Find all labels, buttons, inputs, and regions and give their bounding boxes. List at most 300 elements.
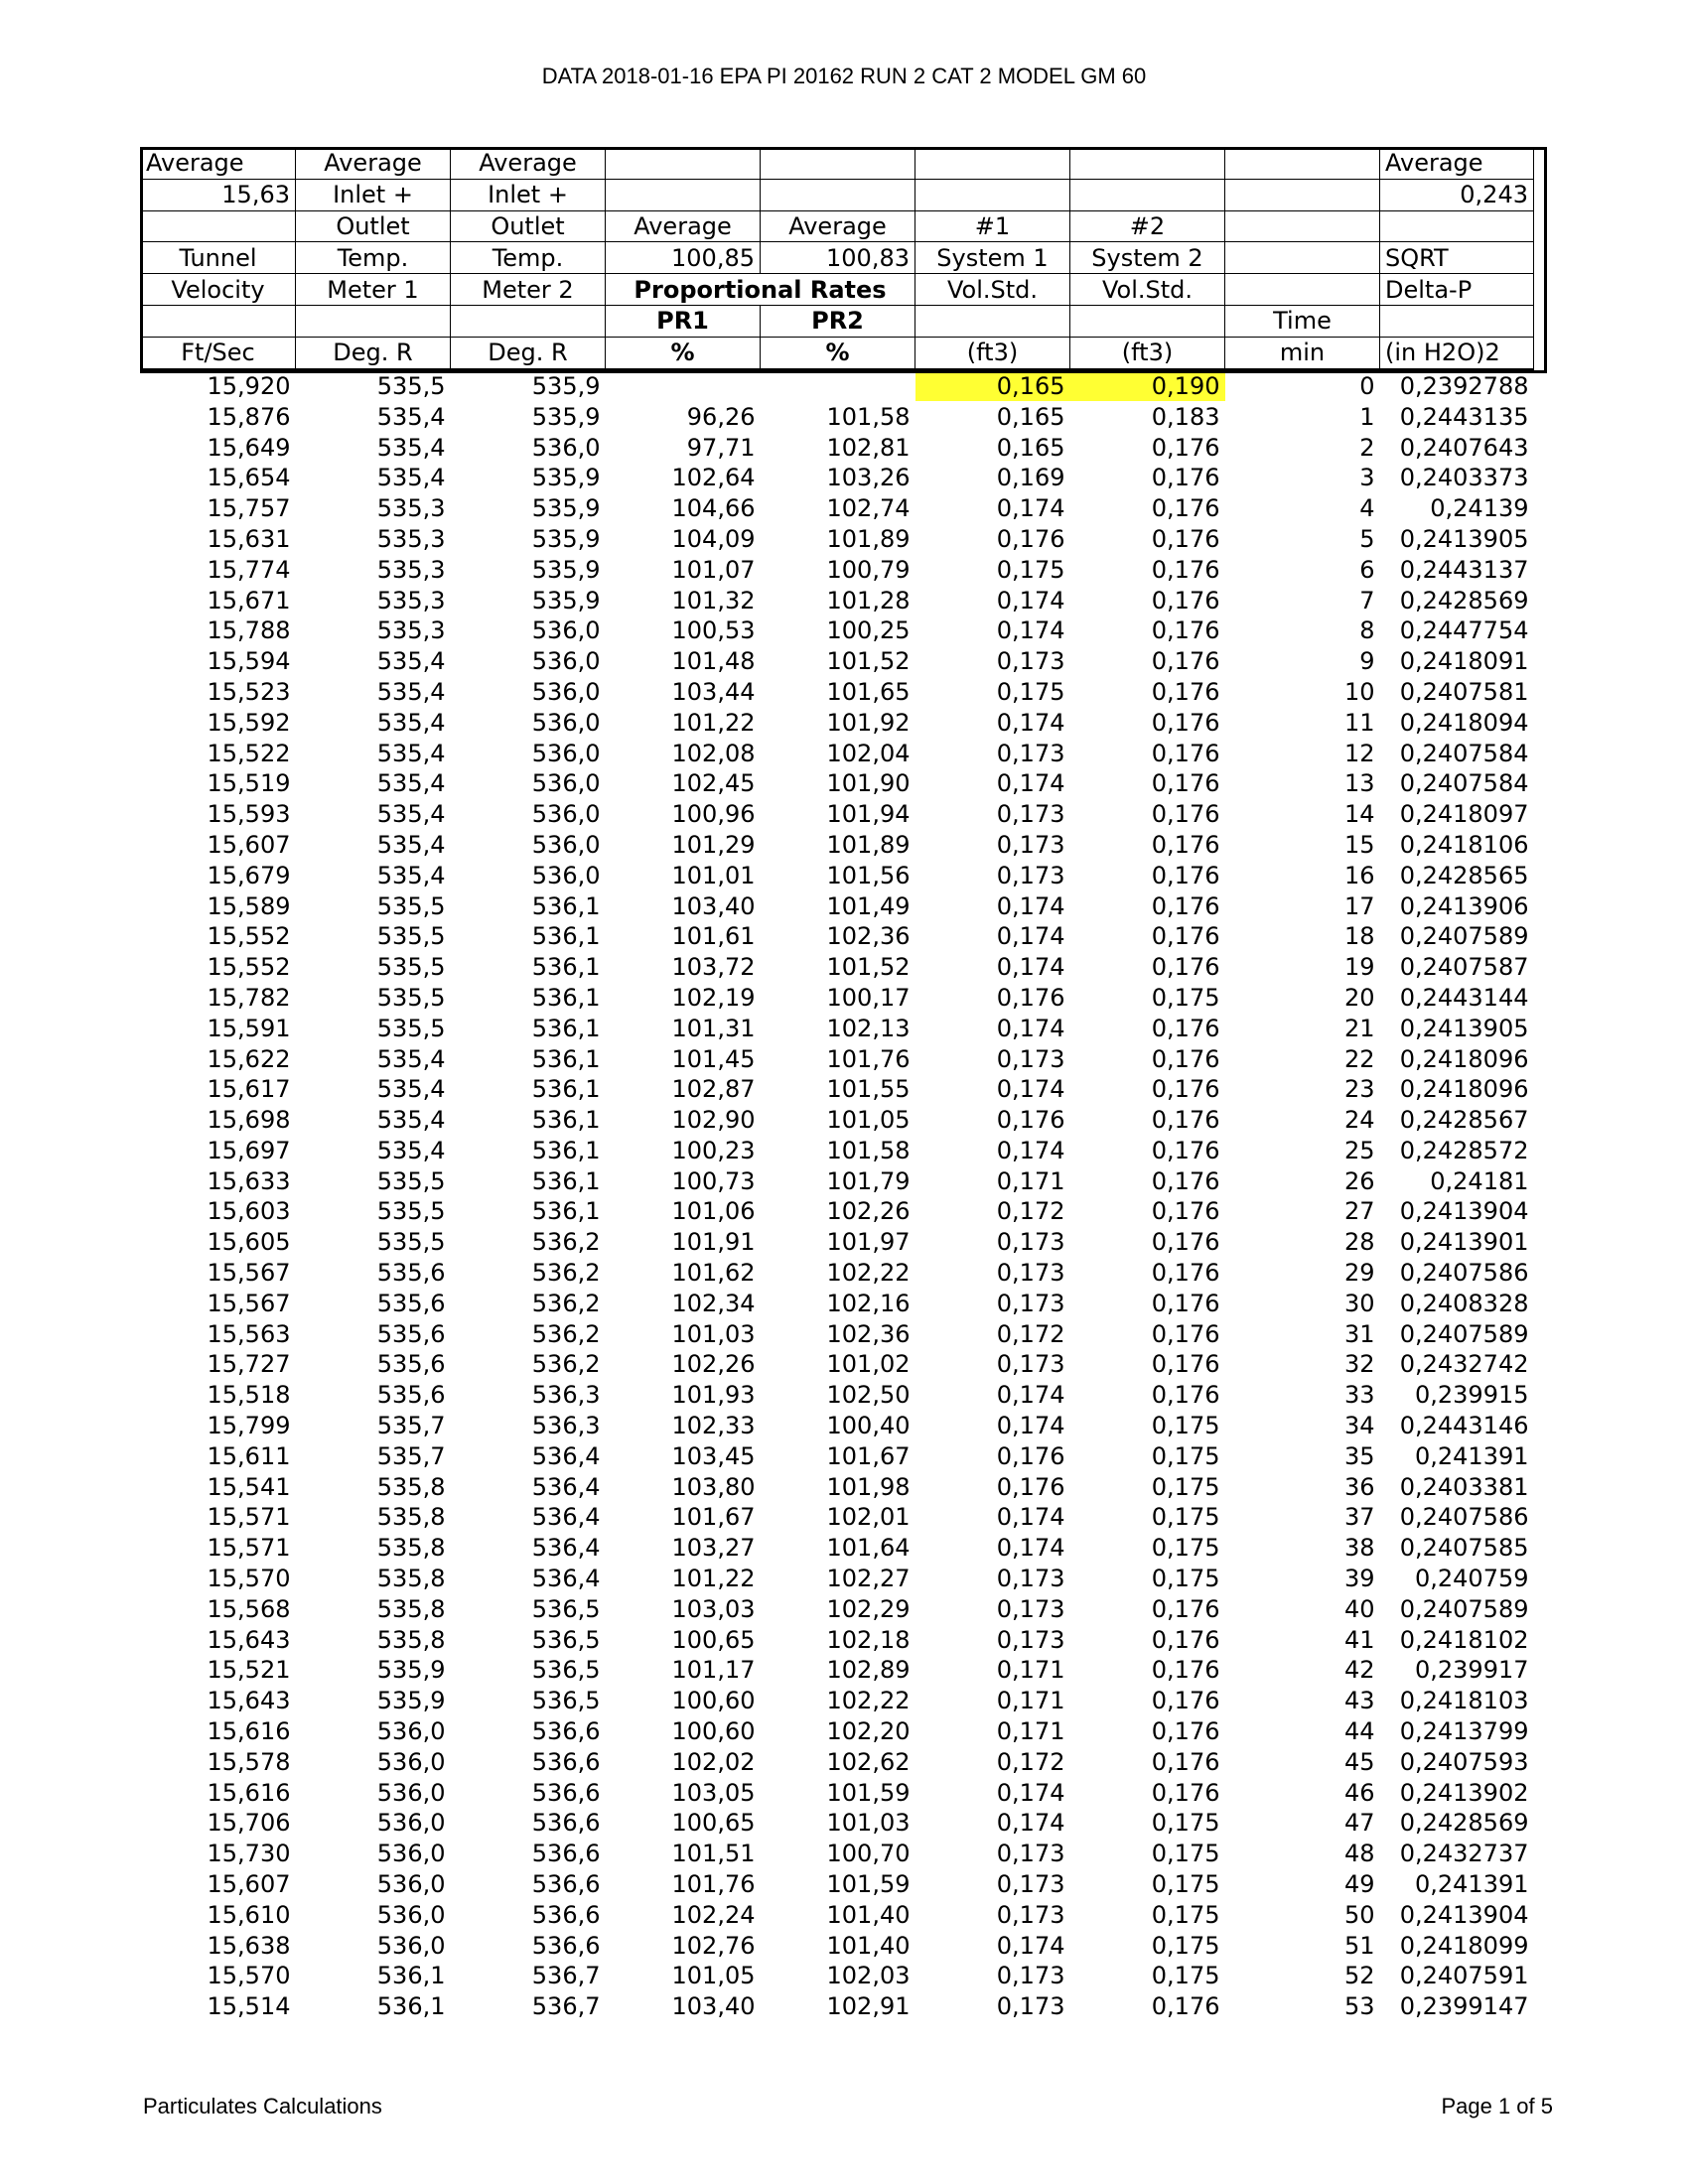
table-cell: 102,50 (826, 1381, 911, 1410)
table-cell (761, 369, 915, 401)
header-cell: (in H2O)2 (1380, 337, 1534, 369)
table-cell: 36 (1343, 1472, 1375, 1501)
table-cell: 15,605 (207, 1228, 291, 1257)
header-cell (606, 179, 761, 210)
table-row (141, 1165, 1534, 1196)
table-cell: 15,519 (207, 769, 291, 798)
table-cell: 536,0 (531, 647, 601, 676)
table-cell: 15,643 (207, 1625, 291, 1654)
footer-left: Particulates Calculations (143, 2094, 382, 2118)
table-cell: 101,28 (826, 586, 911, 614)
table-row (141, 1655, 1534, 1686)
table-cell: 0,176 (1151, 1992, 1220, 2021)
table-cell: 536,2 (531, 1228, 601, 1257)
table-cell: 0,165 (996, 433, 1065, 462)
table-cell: 0,174 (996, 708, 1065, 737)
table-cell: 15,706 (207, 1809, 291, 1838)
table-cell: 0,2418091 (1399, 647, 1529, 676)
table-cell: 0,175 (1151, 1900, 1220, 1929)
header-cell: PR1 (606, 305, 761, 337)
table-cell: 101,32 (671, 586, 756, 614)
header-cell (451, 305, 606, 337)
table-row (141, 890, 1534, 921)
table-cell: 101,52 (826, 953, 911, 982)
table-cell: 535,4 (376, 769, 446, 798)
table-cell: 535,8 (376, 1534, 446, 1563)
table-cell: 0,174 (996, 891, 1065, 920)
table-cell: 9 (1359, 647, 1375, 676)
table-cell: 0,176 (1151, 1319, 1220, 1348)
table-cell: 19 (1343, 953, 1375, 982)
table-cell: 0,176 (1151, 647, 1220, 676)
table-cell: 535,9 (531, 586, 601, 614)
table-cell: 536,6 (531, 1870, 601, 1899)
table-cell: 0,176 (1151, 922, 1220, 951)
table-cell: 0,174 (996, 1778, 1065, 1807)
table-cell: 0,2407581 (1399, 677, 1529, 706)
table-cell: 535,4 (376, 1075, 446, 1104)
table-cell: 102,29 (826, 1594, 911, 1623)
table-cell: 0,171 (996, 1166, 1065, 1195)
table-cell: 101,59 (826, 1870, 911, 1899)
header-cell: Average (296, 148, 451, 180)
table-cell: 536,0 (376, 1747, 446, 1776)
header-cell (1380, 305, 1534, 337)
table-cell: 15,649 (207, 433, 291, 462)
table-cell: 535,4 (376, 1106, 446, 1135)
table-cell: 101,64 (826, 1534, 911, 1563)
table-cell: 536,0 (531, 739, 601, 767)
table-row (141, 1074, 1534, 1105)
table-cell: 31 (1343, 1319, 1375, 1348)
table-cell: 103,40 (671, 891, 756, 920)
table-cell: 103,45 (671, 1441, 756, 1470)
table-cell: 102,45 (671, 769, 756, 798)
table-cell: 0,175 (1151, 1441, 1220, 1470)
table-cell: 15,607 (207, 830, 291, 859)
table-cell: 536,6 (531, 1717, 601, 1746)
table-cell: 48 (1343, 1840, 1375, 1868)
table-cell: 0,176 (1151, 555, 1220, 584)
table-cell: 15,568 (207, 1594, 291, 1623)
table-cell: 0,2407591 (1399, 1962, 1529, 1990)
table-cell: 0,176 (1151, 616, 1220, 645)
table-cell: 535,6 (376, 1259, 446, 1288)
table-cell: 0,2413904 (1399, 1900, 1529, 1929)
table-cell: 101,89 (826, 830, 911, 859)
table-cell: 15,638 (207, 1931, 291, 1960)
table-cell: 100,96 (671, 800, 756, 829)
table-cell: 536,0 (376, 1717, 446, 1746)
header-cell (1070, 148, 1225, 180)
table-cell: 0,176 (1151, 1350, 1220, 1379)
table-cell: 536,7 (531, 1992, 601, 2021)
table-cell: 96,26 (686, 402, 756, 431)
table-cell: 101,91 (671, 1228, 756, 1257)
table-cell: 535,7 (376, 1412, 446, 1440)
table-cell: 100,23 (671, 1136, 756, 1164)
table-cell: 15,541 (207, 1472, 291, 1501)
table-cell: 0,176 (1151, 1228, 1220, 1257)
table-cell: 28 (1343, 1228, 1375, 1257)
header-row (141, 274, 1534, 306)
table-cell: 0,2428569 (1399, 586, 1529, 614)
header-row (141, 179, 1534, 210)
table-row (141, 1013, 1534, 1043)
table-cell: 0,2407589 (1399, 1319, 1529, 1348)
table-cell: 13 (1343, 769, 1375, 798)
table-cell: 536,6 (531, 1747, 601, 1776)
table-cell: 4 (1359, 494, 1375, 523)
table-cell: 97,71 (686, 433, 756, 462)
table-cell: 15,603 (207, 1197, 291, 1226)
table-cell: 101,07 (671, 555, 756, 584)
table-cell: 0,174 (996, 494, 1065, 523)
table-cell: 535,5 (376, 1197, 446, 1226)
table-cell: 536,0 (376, 1840, 446, 1868)
table-cell: 15 (1343, 830, 1375, 859)
table-cell: 101,03 (671, 1319, 756, 1348)
table-cell: 536,0 (531, 769, 601, 798)
table-cell: 535,4 (376, 647, 446, 676)
table-cell: 536,1 (531, 1106, 601, 1135)
table-cell: 103,72 (671, 953, 756, 982)
table-cell: 100,40 (826, 1412, 911, 1440)
table-cell: 10 (1343, 677, 1375, 706)
table-cell: 15,774 (207, 555, 291, 584)
header-row (141, 337, 1534, 369)
table-cell: 536,2 (531, 1259, 601, 1288)
table-cell: 0,2418106 (1399, 830, 1529, 859)
table-cell: 102,81 (826, 433, 911, 462)
table-cell: 0,2399147 (1399, 1992, 1529, 2021)
table-cell: 14 (1343, 800, 1375, 829)
table-cell: 101,58 (826, 402, 911, 431)
table-cell: 101,52 (826, 647, 911, 676)
table-cell: 0,2428567 (1399, 1106, 1529, 1135)
table-cell: 0,173 (996, 1870, 1065, 1899)
table-cell: 536,0 (531, 677, 601, 706)
table-cell: 536,4 (531, 1503, 601, 1532)
table-cell: 0,175 (1151, 1534, 1220, 1563)
table-cell: 15,757 (207, 494, 291, 523)
table-row (141, 1686, 1534, 1716)
table-cell: 15,631 (207, 524, 291, 553)
table-cell: 0,2413906 (1399, 891, 1529, 920)
header-cell: Velocity (141, 274, 296, 306)
table-cell: 536,0 (376, 1778, 446, 1807)
table-cell: 536,1 (531, 891, 601, 920)
header-cell: #1 (915, 210, 1070, 242)
table-cell: 102,08 (671, 739, 756, 767)
table-cell: 0,174 (996, 1075, 1065, 1104)
header-cell (1070, 179, 1225, 210)
table-cell: 34 (1343, 1412, 1375, 1440)
table-cell: 15,571 (207, 1534, 291, 1563)
table-cell: 0,2392788 (1399, 371, 1529, 400)
table-cell: 101,01 (671, 861, 756, 889)
table-cell: 0,2407586 (1399, 1259, 1529, 1288)
table-cell: 0,2413902 (1399, 1778, 1529, 1807)
table-cell: 51 (1343, 1931, 1375, 1960)
header-cell: #2 (1070, 210, 1225, 242)
header-cell (1225, 242, 1380, 274)
table-cell: 0,175 (1151, 983, 1220, 1012)
table-row (141, 1380, 1534, 1411)
table-cell: 536,6 (531, 1809, 601, 1838)
header-cell (761, 179, 915, 210)
table-cell: 24 (1343, 1106, 1375, 1135)
header-cell: Meter 1 (296, 274, 451, 306)
table-cell: 0,2407589 (1399, 922, 1529, 951)
header-cell (1380, 210, 1534, 242)
table-cell: 15,578 (207, 1747, 291, 1776)
header-cell: System 2 (1070, 242, 1225, 274)
table-cell: 103,40 (671, 1992, 756, 2021)
table-cell: 0,176 (1151, 800, 1220, 829)
table-row (141, 1746, 1534, 1777)
table-cell: 536,0 (376, 1870, 446, 1899)
table-cell: 0,165 (996, 402, 1065, 431)
table-cell: 102,64 (671, 464, 756, 492)
table-cell: 102,13 (826, 1014, 911, 1042)
table-cell: 2 (1359, 433, 1375, 462)
table-cell: 0,176 (1151, 861, 1220, 889)
table-cell: 0,172 (996, 1319, 1065, 1348)
table-cell: 536,0 (531, 708, 601, 737)
table-row (141, 1930, 1534, 1961)
table-cell: 45 (1343, 1747, 1375, 1776)
table-row (141, 1961, 1534, 1991)
header-row (141, 148, 1534, 180)
table-cell: 103,03 (671, 1594, 756, 1623)
table-cell: 15,591 (207, 1014, 291, 1042)
table-cell: 15,571 (207, 1503, 291, 1532)
table-cell: 0,176 (1151, 1106, 1220, 1135)
table-cell: 15,567 (207, 1259, 291, 1288)
table-cell: 535,7 (376, 1441, 446, 1470)
table-cell: 15,697 (207, 1136, 291, 1164)
table-cell: 0,176 (1151, 1594, 1220, 1623)
table-cell: 39 (1343, 1565, 1375, 1593)
table-cell: 0,173 (996, 830, 1065, 859)
table-row (141, 707, 1534, 738)
table-cell: 536,1 (531, 922, 601, 951)
table-cell: 0,173 (996, 1350, 1065, 1379)
table-cell: 102,01 (826, 1503, 911, 1532)
table-cell: 43 (1343, 1687, 1375, 1715)
table-cell: 29 (1343, 1259, 1375, 1288)
table-cell: 0,2418097 (1399, 800, 1529, 829)
table-cell: 38 (1343, 1534, 1375, 1563)
table-cell: 0,2403381 (1399, 1472, 1529, 1501)
table-cell: 53 (1343, 1992, 1375, 2021)
table-cell: 15,521 (207, 1656, 291, 1685)
table-cell: 0,2407589 (1399, 1594, 1529, 1623)
table-cell: 535,3 (376, 586, 446, 614)
table-cell: 0,175 (1151, 1809, 1220, 1838)
header-cell (761, 148, 915, 180)
table-cell: 101,40 (826, 1900, 911, 1929)
table-cell: 15,594 (207, 647, 291, 676)
header-cell: System 1 (915, 242, 1070, 274)
table-cell: 42 (1343, 1656, 1375, 1685)
table-cell: 535,6 (376, 1350, 446, 1379)
header-cell: Temp. (451, 242, 606, 274)
table-cell: 102,16 (826, 1289, 911, 1317)
table-cell: 11 (1343, 708, 1375, 737)
table-row (141, 1991, 1534, 2022)
table-cell: 101,90 (826, 769, 911, 798)
table-cell: 101,89 (826, 524, 911, 553)
table-cell: 0,176 (1151, 739, 1220, 767)
table-cell: 0,176 (1151, 1747, 1220, 1776)
table-cell: 535,3 (376, 524, 446, 553)
table-cell: 0,176 (1151, 1717, 1220, 1746)
table-row (141, 1502, 1534, 1533)
table-cell: 15,592 (207, 708, 291, 737)
table-row (141, 1440, 1534, 1471)
table-cell: 103,26 (826, 464, 911, 492)
table-cell: 0,2418099 (1399, 1931, 1529, 1960)
table-cell: 535,4 (376, 677, 446, 706)
table-cell: 15,522 (207, 739, 291, 767)
table-cell: 15,782 (207, 983, 291, 1012)
table-cell: 0,172 (996, 1197, 1065, 1226)
table-cell: 102,26 (826, 1197, 911, 1226)
table-cell: 0,2443135 (1399, 402, 1529, 431)
table-cell: 101,97 (826, 1228, 911, 1257)
table-cell: 535,6 (376, 1319, 446, 1348)
table-cell: 0,2443137 (1399, 555, 1529, 584)
table-cell: 41 (1343, 1625, 1375, 1654)
table-cell: 15,727 (207, 1350, 291, 1379)
table-cell: 0,175 (1151, 1565, 1220, 1593)
table-cell: 0,171 (996, 1656, 1065, 1685)
header-cell (606, 148, 761, 180)
table-cell: 0,176 (1151, 1259, 1220, 1288)
table-cell: 0,173 (996, 1962, 1065, 1990)
table-cell: 101,05 (671, 1962, 756, 1990)
table-cell: 40 (1343, 1594, 1375, 1623)
table-cell: 535,4 (376, 739, 446, 767)
table-cell: 0,176 (1151, 953, 1220, 982)
table-cell: 12 (1343, 739, 1375, 767)
table-cell: 101,49 (826, 891, 911, 920)
table-cell: 101,93 (671, 1381, 756, 1410)
table-cell: 0,174 (996, 1014, 1065, 1042)
table-cell: 102,02 (671, 1747, 756, 1776)
table-cell: 0,2418103 (1399, 1687, 1529, 1715)
header-cell: PR2 (761, 305, 915, 337)
table-cell: 536,3 (531, 1381, 601, 1410)
table-cell: 535,5 (376, 1014, 446, 1042)
table-cell: 101,76 (671, 1870, 756, 1899)
table-cell: 535,4 (376, 830, 446, 859)
table-cell: 102,20 (826, 1717, 911, 1746)
table-cell: 0,175 (996, 555, 1065, 584)
table-cell: 0,176 (996, 524, 1065, 553)
table-cell: 101,02 (826, 1350, 911, 1379)
table-cell: 0,24181 (1430, 1166, 1529, 1195)
table-cell: 37 (1343, 1503, 1375, 1532)
table-cell: 536,2 (531, 1319, 601, 1348)
table-cell: 0,2403373 (1399, 464, 1529, 492)
table-cell: 17 (1343, 891, 1375, 920)
table-cell: 103,05 (671, 1778, 756, 1807)
table-cell: 0,173 (996, 739, 1065, 767)
table-cell: 101,92 (826, 708, 911, 737)
table-cell: 102,76 (671, 1931, 756, 1960)
table-row (141, 738, 1534, 768)
table-cell: 0,2407586 (1399, 1503, 1529, 1532)
header-cell: Vol.Std. (915, 274, 1070, 306)
table-cell: 101,22 (671, 708, 756, 737)
table-cell: 536,0 (531, 616, 601, 645)
table-cell: 535,4 (376, 1044, 446, 1073)
table-cell: 0,173 (996, 1228, 1065, 1257)
table-row (141, 1899, 1534, 1930)
table-cell: 15,633 (207, 1166, 291, 1195)
table-cell: 44 (1343, 1717, 1375, 1746)
table-cell: 0,173 (996, 647, 1065, 676)
table-cell: 102,62 (826, 1747, 911, 1776)
table-cell: 535,4 (376, 433, 446, 462)
table-cell: 0,165 (915, 369, 1070, 401)
table-cell: 100,60 (671, 1687, 756, 1715)
table-cell: 536,5 (531, 1625, 601, 1654)
table-row (141, 1043, 1534, 1074)
table-cell: 535,5 (376, 891, 446, 920)
table-cell: 0,2413905 (1399, 1014, 1529, 1042)
table-cell: 0,176 (996, 1441, 1065, 1470)
table-cell: 535,6 (376, 1289, 446, 1317)
header-cell: Outlet (296, 210, 451, 242)
table-cell: 0,2407585 (1399, 1534, 1529, 1563)
table-cell: 535,5 (376, 1166, 446, 1195)
table-row (141, 1349, 1534, 1380)
data-table (140, 147, 1534, 2022)
table-cell: 26 (1343, 1166, 1375, 1195)
table-cell: 535,9 (531, 402, 601, 431)
table-row (141, 983, 1534, 1014)
table-cell: 0,2443146 (1399, 1412, 1529, 1440)
table-cell: 0,2407584 (1399, 739, 1529, 767)
table-cell: 0,172 (996, 1747, 1065, 1776)
header-cell: Temp. (296, 242, 451, 274)
table-cell: 101,76 (826, 1044, 911, 1073)
average-sqrt-value: 0,243 (1380, 179, 1534, 210)
table-cell: 0,174 (996, 1931, 1065, 1960)
table-cell: 15,611 (207, 1441, 291, 1470)
table-cell: 536,1 (531, 983, 601, 1012)
table-cell: 15,799 (207, 1412, 291, 1440)
table-cell: 0,176 (996, 1106, 1065, 1135)
table-cell: 8 (1359, 616, 1375, 645)
table-cell: 0,174 (996, 1503, 1065, 1532)
table-cell: 102,22 (826, 1259, 911, 1288)
table-cell: 102,36 (826, 1319, 911, 1348)
header-cell: Inlet + (451, 179, 606, 210)
table-cell: 0,175 (996, 677, 1065, 706)
table-cell: 535,4 (376, 402, 446, 431)
table-row (141, 1869, 1534, 1900)
table-cell: 35 (1343, 1441, 1375, 1470)
table-row (141, 1471, 1534, 1502)
table-cell: 0,241391 (1414, 1870, 1529, 1899)
table-cell: 21 (1343, 1014, 1375, 1042)
table-cell: 101,67 (826, 1441, 911, 1470)
